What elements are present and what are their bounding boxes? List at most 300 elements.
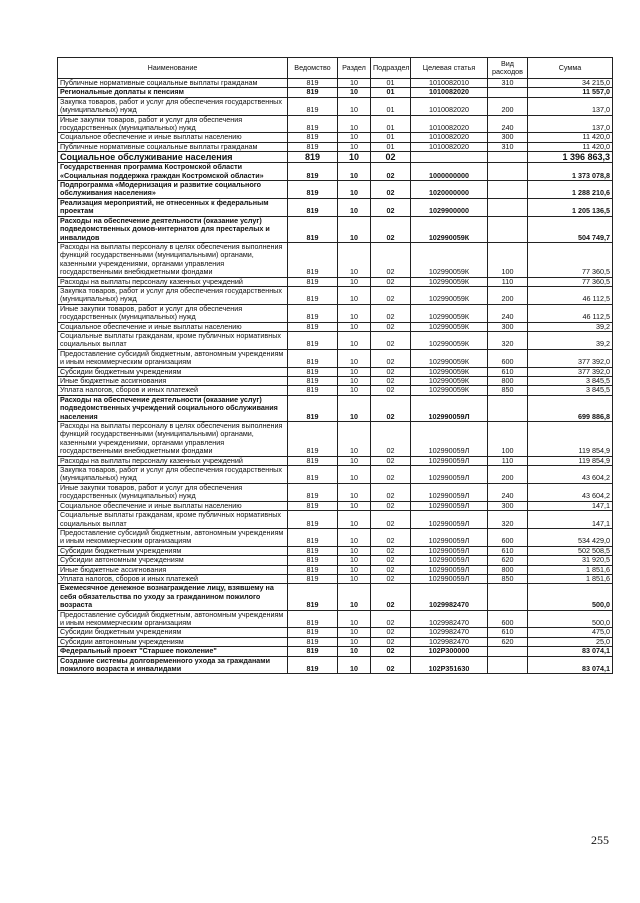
cell-department: 819 <box>288 456 338 465</box>
cell-section: 10 <box>338 395 371 421</box>
cell-section: 10 <box>338 152 371 163</box>
cell-sum: 1 373 078,8 <box>528 163 613 181</box>
cell-name: Социальные выплаты гражданам, кроме публичных нормативных социальных выплат <box>58 331 288 349</box>
cell-name: Предоставление субсидий бюджетным, автономным учреждениям и иным некоммерческим организациям <box>58 349 288 367</box>
cell-sum: 11 420,0 <box>528 142 613 151</box>
cell-name: Социальные выплаты гражданам, кроме публичных нормативных социальных выплат <box>58 511 288 529</box>
cell-expense: 200 <box>488 466 528 484</box>
cell-target <box>411 152 488 163</box>
cell-name: Расходы на выплаты персоналу в целях обеспечения выполнения функций государственными (муниципальными) органами, казенными учреждениями, органами управления государственными внебюджетными фондами <box>58 242 288 277</box>
cell-name: Предоставление субсидий бюджетным, автономным учреждениям и иным некоммерческим организациям <box>58 610 288 628</box>
cell-sum: 3 845,5 <box>528 386 613 395</box>
cell-subsection: 02 <box>371 528 411 546</box>
cell-sum: 377 392,0 <box>528 349 613 367</box>
budget-table <box>57 57 613 674</box>
cell-target: 102990059Л <box>411 422 488 457</box>
cell-target: 102990059К <box>411 242 488 277</box>
cell-section: 10 <box>338 456 371 465</box>
cell-target: 102990059К <box>411 367 488 376</box>
table-row <box>58 152 613 163</box>
cell-name: Публичные нормативные социальные выплаты гражданам <box>58 142 288 151</box>
cell-name: Иные закупки товаров, работ и услуг для обеспечения государственных (муниципальных) нужд <box>58 304 288 322</box>
cell-department: 819 <box>288 501 338 510</box>
table-row <box>58 647 613 656</box>
cell-subsection: 02 <box>371 304 411 322</box>
table-row <box>58 395 613 421</box>
cell-department: 819 <box>288 377 338 386</box>
cell-sum: 83 074,1 <box>528 656 613 674</box>
cell-sum: 137,0 <box>528 97 613 115</box>
cell-department: 819 <box>288 546 338 555</box>
cell-section: 10 <box>338 115 371 133</box>
cell-subsection: 02 <box>371 565 411 574</box>
table-row <box>58 349 613 367</box>
cell-department: 819 <box>288 637 338 646</box>
cell-subsection: 02 <box>371 367 411 376</box>
cell-department: 819 <box>288 574 338 583</box>
cell-section: 10 <box>338 546 371 555</box>
cell-subsection: 02 <box>371 163 411 181</box>
cell-department: 819 <box>288 483 338 501</box>
cell-name: Расходы на обеспечение деятельности (оказание услуг) подведомственных домов-интернатов для престарелых и инвалидов <box>58 216 288 242</box>
cell-expense: 110 <box>488 277 528 286</box>
cell-section: 10 <box>338 647 371 656</box>
cell-section: 10 <box>338 367 371 376</box>
cell-sum: 77 360,5 <box>528 277 613 286</box>
cell-expense: 300 <box>488 133 528 142</box>
cell-subsection: 02 <box>371 277 411 286</box>
cell-section: 10 <box>338 637 371 646</box>
cell-section: 10 <box>338 386 371 395</box>
table-row <box>58 628 613 637</box>
cell-section: 10 <box>338 79 371 88</box>
table-row <box>58 97 613 115</box>
cell-name: Расходы на выплаты персоналу казенных учреждений <box>58 277 288 286</box>
cell-section: 10 <box>338 216 371 242</box>
cell-sum: 500,0 <box>528 610 613 628</box>
cell-target: 102990059К <box>411 377 488 386</box>
cell-target: 1010082020 <box>411 97 488 115</box>
cell-target: 102990059Л <box>411 395 488 421</box>
cell-department: 819 <box>288 181 338 199</box>
cell-sum: 1 851,6 <box>528 574 613 583</box>
table-row <box>58 181 613 199</box>
cell-sum: 31 920,5 <box>528 556 613 565</box>
cell-name: Иные бюджетные ассигнования <box>58 565 288 574</box>
cell-subsection: 02 <box>371 456 411 465</box>
cell-expense <box>488 88 528 97</box>
cell-subsection: 02 <box>371 483 411 501</box>
cell-name: Предоставление субсидий бюджетным, автономным учреждениям и иным некоммерческим организациям <box>58 528 288 546</box>
cell-subsection: 02 <box>371 395 411 421</box>
cell-section: 10 <box>338 501 371 510</box>
table-row <box>58 656 613 674</box>
cell-expense: 620 <box>488 637 528 646</box>
cell-expense: 240 <box>488 483 528 501</box>
cell-expense: 610 <box>488 546 528 555</box>
cell-department: 819 <box>288 286 338 304</box>
cell-target: 102990059Л <box>411 456 488 465</box>
table-row <box>58 286 613 304</box>
cell-subsection: 02 <box>371 647 411 656</box>
cell-target: 1029982470 <box>411 628 488 637</box>
cell-section: 10 <box>338 528 371 546</box>
cell-subsection: 02 <box>371 584 411 610</box>
cell-subsection: 02 <box>371 466 411 484</box>
cell-section: 10 <box>338 556 371 565</box>
cell-expense <box>488 163 528 181</box>
header-expense: Вид расходов <box>488 58 528 79</box>
cell-department: 819 <box>288 142 338 151</box>
cell-expense: 850 <box>488 386 528 395</box>
cell-name: Иные закупки товаров, работ и услуг для обеспечения государственных (муниципальных) нужд <box>58 483 288 501</box>
cell-target: 102990059Л <box>411 565 488 574</box>
cell-expense: 310 <box>488 79 528 88</box>
cell-expense <box>488 395 528 421</box>
cell-department: 819 <box>288 656 338 674</box>
cell-target: 1000000000 <box>411 163 488 181</box>
cell-name: Подпрограмма «Модернизация и развитие социального обслуживания населения» <box>58 181 288 199</box>
header-department: Ведомство <box>288 58 338 79</box>
cell-expense: 320 <box>488 511 528 529</box>
cell-expense: 600 <box>488 349 528 367</box>
cell-section: 10 <box>338 163 371 181</box>
cell-expense: 850 <box>488 574 528 583</box>
cell-expense: 300 <box>488 501 528 510</box>
cell-department: 819 <box>288 610 338 628</box>
cell-sum: 1 288 210,6 <box>528 181 613 199</box>
cell-section: 10 <box>338 483 371 501</box>
cell-subsection: 02 <box>371 637 411 646</box>
cell-expense <box>488 656 528 674</box>
cell-expense: 100 <box>488 242 528 277</box>
cell-section: 10 <box>338 511 371 529</box>
cell-section: 10 <box>338 656 371 674</box>
cell-department: 819 <box>288 628 338 637</box>
cell-expense: 310 <box>488 142 528 151</box>
cell-subsection: 02 <box>371 349 411 367</box>
cell-department: 819 <box>288 216 338 242</box>
cell-subsection: 02 <box>371 546 411 555</box>
page-number: 255 <box>591 833 609 847</box>
header-target: Целевая статья <box>411 58 488 79</box>
cell-sum: 534 429,0 <box>528 528 613 546</box>
table-row <box>58 163 613 181</box>
cell-sum: 1 851,6 <box>528 565 613 574</box>
cell-section: 10 <box>338 97 371 115</box>
cell-target: 102990059К <box>411 331 488 349</box>
cell-subsection: 02 <box>371 242 411 277</box>
cell-name: Субсидии автономным учреждениям <box>58 556 288 565</box>
cell-target: 102P300000 <box>411 647 488 656</box>
cell-target: 102990059К <box>411 286 488 304</box>
cell-target: 102990059К <box>411 322 488 331</box>
cell-name: Государственная программа Костромской области «Социальная поддержка граждан Костромской области» <box>58 163 288 181</box>
cell-target: 102990059К <box>411 349 488 367</box>
cell-sum: 500,0 <box>528 584 613 610</box>
cell-subsection: 01 <box>371 142 411 151</box>
cell-section: 10 <box>338 466 371 484</box>
cell-section: 10 <box>338 349 371 367</box>
cell-sum: 11 420,0 <box>528 133 613 142</box>
cell-target: 1010082020 <box>411 142 488 151</box>
cell-subsection: 02 <box>371 511 411 529</box>
cell-subsection: 02 <box>371 152 411 163</box>
cell-name: Закупка товаров, работ и услуг для обеспечения государственных (муниципальных) нужд <box>58 466 288 484</box>
table-row <box>58 528 613 546</box>
cell-expense: 610 <box>488 367 528 376</box>
cell-department: 819 <box>288 322 338 331</box>
cell-target: 102990059К <box>411 304 488 322</box>
cell-section: 10 <box>338 304 371 322</box>
cell-subsection: 02 <box>371 198 411 216</box>
cell-name: Создание системы долговременного ухода за гражданами пожилого возраста и инвалидами <box>58 656 288 674</box>
table-row <box>58 422 613 457</box>
cell-section: 10 <box>338 377 371 386</box>
cell-target: 102990059Л <box>411 511 488 529</box>
cell-department: 819 <box>288 584 338 610</box>
cell-sum: 34 215,0 <box>528 79 613 88</box>
cell-name: Иные закупки товаров, работ и услуг для обеспечения государственных (муниципальных) нужд <box>58 115 288 133</box>
cell-department: 819 <box>288 528 338 546</box>
cell-sum: 504 749,7 <box>528 216 613 242</box>
cell-section: 10 <box>338 584 371 610</box>
table-row <box>58 198 613 216</box>
cell-target: 1029982470 <box>411 610 488 628</box>
cell-name: Субсидии бюджетным учреждениям <box>58 628 288 637</box>
table-row <box>58 88 613 97</box>
cell-department: 819 <box>288 133 338 142</box>
cell-expense <box>488 198 528 216</box>
cell-sum: 39,2 <box>528 331 613 349</box>
cell-subsection: 01 <box>371 115 411 133</box>
cell-sum: 502 508,5 <box>528 546 613 555</box>
header-sum: Сумма <box>528 58 613 79</box>
cell-subsection: 02 <box>371 216 411 242</box>
cell-section: 10 <box>338 133 371 142</box>
cell-target: 1010082020 <box>411 88 488 97</box>
cell-subsection: 01 <box>371 79 411 88</box>
cell-subsection: 02 <box>371 574 411 583</box>
cell-department: 819 <box>288 115 338 133</box>
cell-target: 102P351630 <box>411 656 488 674</box>
cell-expense <box>488 647 528 656</box>
cell-section: 10 <box>338 322 371 331</box>
header-name: Наименование <box>58 58 288 79</box>
cell-expense <box>488 181 528 199</box>
table-row <box>58 556 613 565</box>
cell-target: 102990059К <box>411 277 488 286</box>
cell-target: 1029982470 <box>411 584 488 610</box>
cell-target: 1020000000 <box>411 181 488 199</box>
table-row <box>58 216 613 242</box>
cell-department: 819 <box>288 304 338 322</box>
cell-section: 10 <box>338 286 371 304</box>
cell-section: 10 <box>338 181 371 199</box>
cell-sum: 147,1 <box>528 501 613 510</box>
cell-department: 819 <box>288 647 338 656</box>
cell-subsection: 02 <box>371 286 411 304</box>
cell-target: 1010082020 <box>411 115 488 133</box>
cell-sum: 11 557,0 <box>528 88 613 97</box>
table-row <box>58 115 613 133</box>
cell-target: 102990059Л <box>411 483 488 501</box>
cell-target: 1029900000 <box>411 198 488 216</box>
cell-section: 10 <box>338 628 371 637</box>
cell-name: Федеральный проект "Старшее поколение" <box>58 647 288 656</box>
cell-sum: 119 854,9 <box>528 456 613 465</box>
cell-name: Расходы на выплаты персоналу казенных учреждений <box>58 456 288 465</box>
cell-sum: 119 854,9 <box>528 422 613 457</box>
cell-subsection: 02 <box>371 331 411 349</box>
table-row <box>58 584 613 610</box>
cell-name: Ежемесячное денежное вознаграждение лицу, взявшему на себя обязательства по уходу за гражданином пожилого возраста <box>58 584 288 610</box>
cell-sum: 377 392,0 <box>528 367 613 376</box>
cell-sum: 43 604,2 <box>528 466 613 484</box>
cell-name: Социальное обслуживание населения <box>58 152 288 163</box>
cell-section: 10 <box>338 331 371 349</box>
cell-sum: 39,2 <box>528 322 613 331</box>
cell-name: Уплата налогов, сборов и иных платежей <box>58 386 288 395</box>
cell-target: 102990059Л <box>411 528 488 546</box>
cell-expense <box>488 584 528 610</box>
cell-name: Иные бюджетные ассигнования <box>58 377 288 386</box>
cell-department: 819 <box>288 565 338 574</box>
cell-target: 102990059К <box>411 216 488 242</box>
cell-name: Региональные доплаты к пенсиям <box>58 88 288 97</box>
cell-subsection: 02 <box>371 610 411 628</box>
cell-department: 819 <box>288 97 338 115</box>
cell-section: 10 <box>338 198 371 216</box>
table-row <box>58 511 613 529</box>
table-row <box>58 331 613 349</box>
cell-department: 819 <box>288 349 338 367</box>
cell-section: 10 <box>338 277 371 286</box>
cell-name: Социальное обеспечение и иные выплаты населению <box>58 133 288 142</box>
cell-department: 819 <box>288 242 338 277</box>
cell-expense: 600 <box>488 610 528 628</box>
cell-sum: 137,0 <box>528 115 613 133</box>
cell-subsection: 02 <box>371 656 411 674</box>
cell-name: Субсидии автономным учреждениям <box>58 637 288 646</box>
cell-department: 819 <box>288 556 338 565</box>
cell-department: 819 <box>288 466 338 484</box>
cell-section: 10 <box>338 142 371 151</box>
cell-name: Закупка товаров, работ и услуг для обеспечения государственных (муниципальных) нужд <box>58 286 288 304</box>
cell-department: 819 <box>288 198 338 216</box>
cell-subsection: 02 <box>371 422 411 457</box>
cell-name: Закупка товаров, работ и услуг для обеспечения государственных (муниципальных) нужд <box>58 97 288 115</box>
cell-target: 102990059Л <box>411 501 488 510</box>
cell-expense: 620 <box>488 556 528 565</box>
table-row <box>58 242 613 277</box>
cell-department: 819 <box>288 511 338 529</box>
cell-name: Субсидии бюджетным учреждениям <box>58 367 288 376</box>
cell-sum: 1 396 863,3 <box>528 152 613 163</box>
cell-subsection: 02 <box>371 628 411 637</box>
cell-expense: 800 <box>488 377 528 386</box>
cell-department: 819 <box>288 88 338 97</box>
cell-name: Субсидии бюджетным учреждениям <box>58 546 288 555</box>
cell-sum: 147,1 <box>528 511 613 529</box>
cell-sum: 699 886,8 <box>528 395 613 421</box>
cell-target: 102990059К <box>411 386 488 395</box>
table-row <box>58 483 613 501</box>
cell-subsection: 01 <box>371 97 411 115</box>
cell-section: 10 <box>338 88 371 97</box>
cell-target: 1029982470 <box>411 637 488 646</box>
cell-section: 10 <box>338 242 371 277</box>
cell-expense: 200 <box>488 97 528 115</box>
cell-subsection: 01 <box>371 88 411 97</box>
cell-sum: 25,0 <box>528 637 613 646</box>
cell-target: 102990059Л <box>411 556 488 565</box>
cell-name: Уплата налогов, сборов и иных платежей <box>58 574 288 583</box>
table-row <box>58 466 613 484</box>
cell-expense: 600 <box>488 528 528 546</box>
cell-subsection: 02 <box>371 377 411 386</box>
cell-subsection: 02 <box>371 556 411 565</box>
cell-expense: 300 <box>488 322 528 331</box>
cell-expense: 800 <box>488 565 528 574</box>
table-header-row <box>58 58 613 79</box>
cell-target: 102990059Л <box>411 574 488 583</box>
cell-department: 819 <box>288 395 338 421</box>
cell-expense <box>488 152 528 163</box>
cell-subsection: 02 <box>371 386 411 395</box>
cell-expense: 240 <box>488 115 528 133</box>
cell-expense: 610 <box>488 628 528 637</box>
cell-sum: 1 205 136,5 <box>528 198 613 216</box>
cell-name: Реализация мероприятий, не отнесенных к федеральным проектам <box>58 198 288 216</box>
cell-expense <box>488 216 528 242</box>
cell-department: 819 <box>288 331 338 349</box>
table-row <box>58 386 613 395</box>
cell-department: 819 <box>288 386 338 395</box>
cell-expense: 110 <box>488 456 528 465</box>
cell-sum: 83 074,1 <box>528 647 613 656</box>
cell-target: 102990059Л <box>411 466 488 484</box>
cell-department: 819 <box>288 163 338 181</box>
cell-subsection: 01 <box>371 133 411 142</box>
cell-name: Публичные нормативные социальные выплаты гражданам <box>58 79 288 88</box>
cell-target: 102990059Л <box>411 546 488 555</box>
cell-subsection: 02 <box>371 181 411 199</box>
header-subsection: Подраздел <box>371 58 411 79</box>
cell-department: 819 <box>288 152 338 163</box>
cell-sum: 77 360,5 <box>528 242 613 277</box>
cell-department: 819 <box>288 79 338 88</box>
cell-section: 10 <box>338 565 371 574</box>
cell-sum: 46 112,5 <box>528 286 613 304</box>
cell-target: 1010082020 <box>411 133 488 142</box>
cell-expense: 200 <box>488 286 528 304</box>
cell-section: 10 <box>338 610 371 628</box>
cell-section: 10 <box>338 422 371 457</box>
cell-name: Социальное обеспечение и иные выплаты населению <box>58 322 288 331</box>
cell-target: 1010082010 <box>411 79 488 88</box>
cell-name: Расходы на обеспечение деятельности (оказание услуг) подведомственных учреждений социального обслуживания населения <box>58 395 288 421</box>
cell-section: 10 <box>338 574 371 583</box>
cell-expense: 320 <box>488 331 528 349</box>
cell-department: 819 <box>288 422 338 457</box>
cell-sum: 46 112,5 <box>528 304 613 322</box>
cell-name: Расходы на выплаты персоналу в целях обеспечения выполнения функций государственными (муниципальными) органами, казенными учреждениями, органами управления государственными внебюджетными фондами <box>58 422 288 457</box>
cell-sum: 43 604,2 <box>528 483 613 501</box>
cell-department: 819 <box>288 277 338 286</box>
header-section: Раздел <box>338 58 371 79</box>
cell-expense: 240 <box>488 304 528 322</box>
